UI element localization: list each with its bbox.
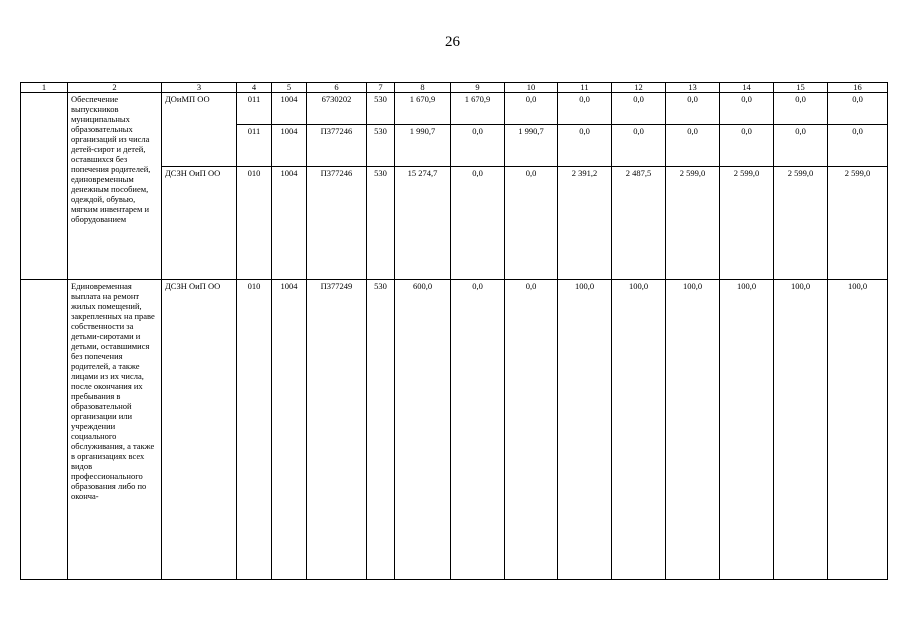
header-cell: 3 <box>162 83 237 93</box>
data-cell: 100,0 <box>774 280 828 580</box>
data-cell: 0,0 <box>558 93 612 125</box>
data-cell: П377246 <box>307 167 367 280</box>
data-cell: П377246 <box>307 125 367 167</box>
header-cell: 4 <box>237 83 272 93</box>
data-cell: 010 <box>237 167 272 280</box>
data-cell: 0,0 <box>774 125 828 167</box>
data-cell: 530 <box>367 125 395 167</box>
header-cell: 6 <box>307 83 367 93</box>
header-cell: 12 <box>612 83 666 93</box>
data-cell: 1 990,7 <box>395 125 451 167</box>
header-cell: 7 <box>367 83 395 93</box>
data-cell: 011 <box>237 125 272 167</box>
header-row <box>21 83 888 93</box>
data-cell: 100,0 <box>612 280 666 580</box>
header-cell: 14 <box>720 83 774 93</box>
row-number-cell <box>21 280 68 580</box>
agency-cell: ДСЗН ОиП ОО <box>162 280 237 580</box>
data-cell: 530 <box>367 167 395 280</box>
data-cell: 2 599,0 <box>666 167 720 280</box>
data-cell: 0,0 <box>451 125 505 167</box>
data-cell: 1004 <box>272 125 307 167</box>
table-row <box>21 93 888 125</box>
data-cell: 2 599,0 <box>774 167 828 280</box>
page-number: 26 <box>445 34 460 50</box>
data-cell: 0,0 <box>505 280 558 580</box>
data-cell: 0,0 <box>558 125 612 167</box>
data-cell: 1004 <box>272 280 307 580</box>
header-cell: 10 <box>505 83 558 93</box>
header-cell: 2 <box>68 83 162 93</box>
data-cell: 2 487,5 <box>612 167 666 280</box>
budget-table <box>20 82 888 580</box>
header-cell: 13 <box>666 83 720 93</box>
data-cell: 530 <box>367 280 395 580</box>
data-cell: 010 <box>237 280 272 580</box>
data-cell: 0,0 <box>612 125 666 167</box>
data-cell: 0,0 <box>828 93 888 125</box>
data-cell: 0,0 <box>451 167 505 280</box>
data-cell: 0,0 <box>666 125 720 167</box>
data-cell: 0,0 <box>612 93 666 125</box>
data-cell: 530 <box>367 93 395 125</box>
data-cell: 0,0 <box>720 125 774 167</box>
data-cell: 1 990,7 <box>505 125 558 167</box>
data-cell: 0,0 <box>505 167 558 280</box>
data-cell: 0,0 <box>774 93 828 125</box>
data-cell: 2 391,2 <box>558 167 612 280</box>
agency-cell: ДСЗН ОиП ОО <box>162 167 237 280</box>
data-cell: 2 599,0 <box>828 167 888 280</box>
data-cell: 0,0 <box>828 125 888 167</box>
data-cell: 100,0 <box>558 280 612 580</box>
data-cell: 2 599,0 <box>720 167 774 280</box>
description-cell: Обеспечение выпускников муниципальных образовательных организаций из числа детей-сирот и детей, оставшихся без попечения родителей, единовременным денежным пособием, одеждой, обувью, мягким инвентарем и оборудованием <box>68 93 162 280</box>
header-cell: 1 <box>21 83 68 93</box>
agency-cell: ДОиМП ОО <box>162 93 237 167</box>
data-cell: 011 <box>237 93 272 125</box>
data-cell: П377249 <box>307 280 367 580</box>
data-cell: 1 670,9 <box>451 93 505 125</box>
data-cell: 1004 <box>272 167 307 280</box>
row-number-cell <box>21 93 68 280</box>
data-cell: 0,0 <box>720 93 774 125</box>
description-cell: Единовременная выплата на ремонт жилых помещений, закрепленных на праве собственности за детьми-сиротами и детьми, оставшимися без попечения родителей, а также лицами из их числа, после окончания их пребывания в образовательной организации или учреждении социального обслуживания, а также в организациях всех видов профессионального образования либо по оконча- <box>68 280 162 580</box>
header-cell: 15 <box>774 83 828 93</box>
data-cell: 100,0 <box>828 280 888 580</box>
header-cell: 8 <box>395 83 451 93</box>
data-cell: 1004 <box>272 93 307 125</box>
header-cell: 16 <box>828 83 888 93</box>
header-cell: 11 <box>558 83 612 93</box>
data-cell: 0,0 <box>505 93 558 125</box>
data-cell: 15 274,7 <box>395 167 451 280</box>
table-row <box>21 280 888 580</box>
header-cell: 5 <box>272 83 307 93</box>
data-cell: 6730202 <box>307 93 367 125</box>
data-cell: 100,0 <box>666 280 720 580</box>
data-cell: 600,0 <box>395 280 451 580</box>
data-cell: 0,0 <box>666 93 720 125</box>
header-cell: 9 <box>451 83 505 93</box>
data-cell: 1 670,9 <box>395 93 451 125</box>
data-cell: 0,0 <box>451 280 505 580</box>
data-cell: 100,0 <box>720 280 774 580</box>
